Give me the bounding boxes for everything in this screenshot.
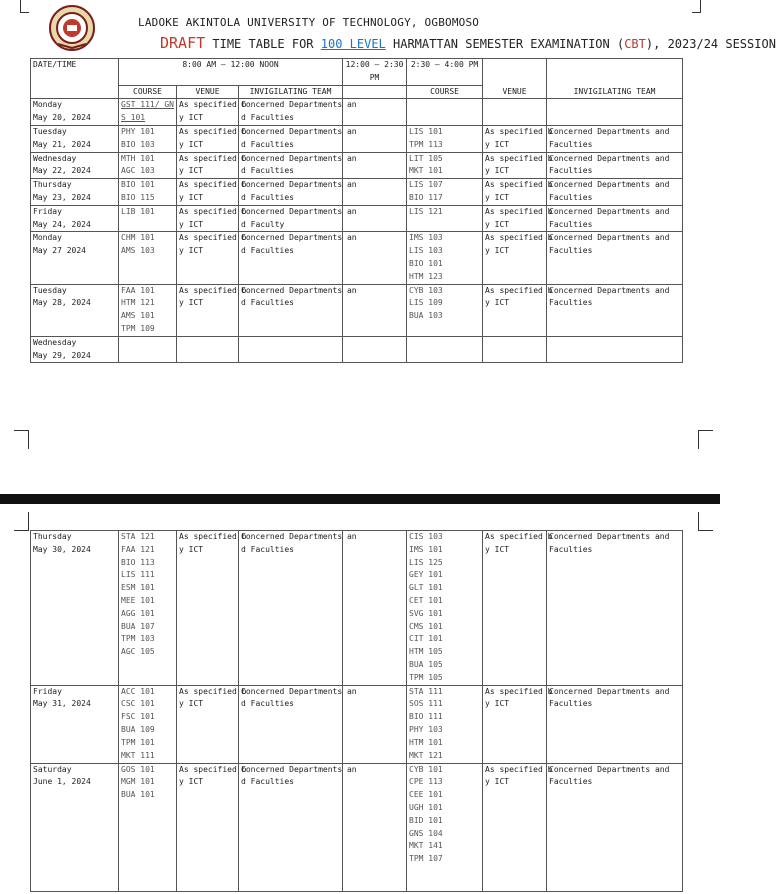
course-code: TPM 103	[121, 634, 155, 644]
cbt-label: CBT	[624, 37, 646, 51]
course-code: BIO 115	[121, 192, 155, 202]
invigilating-team-text: Faculties	[549, 699, 593, 709]
course-code: LIS 125	[409, 557, 443, 567]
venue-text: As specified b	[179, 180, 247, 190]
venue-text: As specified b	[179, 686, 247, 696]
table-row	[31, 531, 683, 686]
crop-mark	[20, 0, 29, 13]
venue-text: y ICT	[179, 219, 204, 229]
course-code: ACC 101	[121, 686, 155, 696]
timetable-page-2	[0, 504, 720, 894]
am-venue-cell	[177, 531, 247, 686]
title-part: ), 2023/24 SESSION	[645, 37, 776, 51]
course-code: TPM 105	[409, 672, 443, 682]
pm-venue-cell	[483, 232, 553, 284]
course-code: PHY 103	[409, 724, 443, 734]
page-title	[160, 34, 776, 52]
venue-text: y ICT	[179, 246, 204, 256]
am-venue-cell	[177, 336, 239, 363]
course-code: LIS 121	[409, 206, 443, 216]
course-code: LIB 101	[121, 206, 155, 216]
invigilating-team-text: d Faculties	[241, 298, 294, 308]
header-morning-slot: 8:00 AM – 12:00 NOON	[119, 59, 343, 86]
venue-text: As specified b	[485, 764, 553, 774]
invigilating-team-text: Concerned Departments and	[549, 180, 670, 190]
course-code: STA 111	[409, 686, 443, 696]
invigilating-team-text: Concerned Departments and	[549, 126, 670, 136]
invigilating-team-text: Concerned Departments and	[549, 233, 670, 243]
timetable-body	[31, 99, 683, 363]
course-code: GLT 101	[409, 583, 443, 593]
course-code: LIS 101	[409, 126, 443, 136]
pm-courses-cell	[407, 125, 483, 152]
course-code: BUA 101	[121, 790, 155, 800]
invigilating-team-text: Concerned Departments and	[549, 532, 670, 541]
am-courses-cell	[119, 205, 177, 232]
invigilating-team-text: d Faculties	[241, 544, 294, 554]
am-team-cell	[239, 99, 357, 126]
invigilating-team-text: Faculties	[549, 246, 593, 256]
course-code: CIT 101	[409, 634, 443, 644]
invigilating-team-text: Faculties	[549, 166, 593, 176]
venue-text: y ICT	[179, 544, 204, 554]
header-invigilating-team: INVIGILATING TEAM	[239, 85, 343, 99]
pm-team-cell	[547, 763, 683, 891]
pm-venue-cell	[483, 152, 553, 179]
course-code: HTM 121	[121, 298, 155, 308]
course-code: AMS 101	[121, 311, 155, 321]
course-code: AGC 105	[121, 647, 155, 657]
date-label: May 20, 2024	[33, 113, 91, 123]
header-invigilating-team: INVIGILATING TEAM	[547, 59, 683, 99]
venue-text: As specified b	[179, 100, 247, 110]
venue-text: As specified b	[485, 686, 553, 696]
date-label: May 22, 2024	[33, 166, 91, 176]
venue-text: As specified b	[179, 126, 247, 136]
course-code: MKT 121	[409, 750, 443, 760]
pm-team-cell	[547, 152, 683, 179]
invigilating-team-text: Faculties	[549, 192, 593, 202]
venue-text: y ICT	[485, 139, 510, 149]
header-midday-slot: 12:00 – 2:30 PM	[343, 59, 407, 86]
invigilating-team-text: Concerned Departments an	[241, 233, 357, 243]
day-label: Wednesday	[33, 337, 77, 347]
header-course: COURSE	[407, 85, 483, 99]
venue-text: As specified b	[179, 233, 247, 243]
course-code: UGH 101	[409, 802, 443, 812]
course-code: BUA 105	[409, 659, 443, 669]
am-team-cell	[239, 205, 357, 232]
course-code: GST 111/ GN	[121, 100, 174, 110]
invigilating-team-text: Concerned Departments an	[241, 532, 357, 541]
venue-text: y ICT	[179, 192, 204, 202]
invigilating-team-text: d Faculties	[241, 699, 294, 709]
pm-courses-cell	[407, 531, 483, 686]
course-code: ESM 101	[121, 583, 155, 593]
page-separator	[0, 494, 720, 504]
am-courses-cell	[119, 179, 177, 206]
venue-text: y ICT	[485, 777, 510, 787]
am-team-cell	[239, 152, 357, 179]
pm-team-cell	[547, 179, 683, 206]
timetable-body	[31, 531, 683, 892]
date-label: June 1, 2024	[33, 777, 91, 787]
invigilating-team-text: d Faculties	[241, 139, 294, 149]
invigilating-team-text: Faculties	[549, 544, 593, 554]
course-code: LIT 105	[409, 153, 443, 163]
timetable-table	[30, 58, 683, 363]
date-cell	[31, 125, 119, 152]
course-code: BIO 111	[409, 712, 443, 722]
invigilating-team-text: Faculties	[549, 298, 593, 308]
date-label: May 31, 2024	[33, 699, 91, 709]
invigilating-team-text: Concerned Departments an	[241, 100, 357, 110]
date-label: May 29, 2024	[33, 350, 91, 360]
pm-venue-cell	[483, 205, 553, 232]
invigilating-team-text: Concerned Departments an	[241, 180, 357, 190]
invigilating-team-text: Concerned Departments and	[549, 153, 670, 163]
venue-text: As specified b	[179, 764, 247, 774]
crop-mark	[14, 512, 29, 531]
am-venue-cell	[177, 284, 247, 336]
date-label: May 24, 2024	[33, 219, 91, 229]
am-venue-cell	[177, 179, 247, 206]
pm-courses-cell	[407, 152, 483, 179]
course-code: FSC 101	[121, 712, 155, 722]
course-code: AGG 101	[121, 608, 155, 618]
course-code: CMS 101	[409, 621, 443, 631]
pm-courses-cell	[407, 232, 483, 284]
pm-courses-cell	[407, 179, 483, 206]
am-courses-cell	[119, 99, 177, 126]
date-cell	[31, 99, 119, 126]
venue-text: y ICT	[179, 139, 204, 149]
venue-text: As specified b	[179, 532, 247, 541]
am-courses-cell	[119, 232, 177, 284]
midday-cell	[343, 763, 407, 891]
course-code: AMS 103	[121, 246, 155, 256]
pm-team-cell	[547, 205, 683, 232]
course-code: TPM 107	[409, 854, 443, 864]
am-courses-cell	[119, 152, 177, 179]
am-team-cell	[239, 179, 357, 206]
pm-courses-cell	[407, 763, 483, 891]
course-code: GNS 104	[409, 828, 443, 838]
course-code: LIS 111	[121, 570, 155, 580]
invigilating-team-text: Concerned Departments an	[241, 686, 357, 696]
invigilating-team-text: Concerned Departments and	[549, 285, 670, 295]
venue-text: y ICT	[179, 699, 204, 709]
day-label: Tuesday	[33, 285, 67, 295]
table-row	[31, 284, 683, 336]
invigilating-team-text: d Faculty	[241, 219, 285, 229]
day-label: Monday	[33, 233, 62, 243]
course-code: GOS 101	[121, 764, 155, 774]
table-row	[31, 205, 683, 232]
venue-text: y ICT	[485, 298, 510, 308]
course-code: CYB 103	[409, 285, 443, 295]
am-courses-cell	[119, 284, 177, 336]
venue-text: As specified b	[485, 233, 553, 243]
venue-text: y ICT	[485, 192, 510, 202]
am-team-cell	[239, 531, 357, 686]
venue-text: As specified b	[485, 126, 553, 136]
invigilating-team-text: d Faculties	[241, 113, 294, 123]
table-row	[31, 152, 683, 179]
am-venue-cell	[177, 763, 247, 891]
date-cell	[31, 205, 119, 232]
am-venue-cell	[177, 205, 247, 232]
midday-cell	[343, 531, 407, 686]
venue-text: As specified b	[179, 285, 247, 295]
venue-text: y ICT	[485, 544, 510, 554]
course-code: TPM 101	[121, 737, 155, 747]
date-label: May 21, 2024	[33, 139, 91, 149]
course-code: FAA 121	[121, 544, 155, 554]
pm-team-cell	[547, 284, 683, 336]
pm-courses-cell	[407, 685, 483, 763]
invigilating-team-text: Faculties	[549, 139, 593, 149]
course-code: TPM 109	[121, 323, 155, 333]
am-venue-cell	[177, 99, 247, 126]
pm-venue-cell	[483, 179, 553, 206]
venue-text: y ICT	[179, 777, 204, 787]
title-part: HARMATTAN SEMESTER EXAMINATION (	[385, 37, 625, 51]
pm-courses-cell	[407, 99, 483, 126]
am-courses-cell	[119, 763, 177, 891]
pm-team-cell	[547, 125, 683, 152]
table-row	[31, 763, 683, 891]
date-label: May 27 2024	[33, 246, 86, 256]
course-code: CEE 101	[409, 790, 443, 800]
am-team-cell	[239, 125, 357, 152]
pm-venue-cell	[483, 99, 547, 126]
level-label: 100 LEVEL	[320, 37, 386, 51]
venue-text: As specified b	[179, 153, 247, 163]
invigilating-team-text: d Faculties	[241, 192, 294, 202]
venue-text: As specified b	[485, 285, 553, 295]
day-label: Thursday	[33, 532, 72, 541]
pm-courses-cell	[407, 284, 483, 336]
invigilating-team-text: d Faculties	[241, 166, 294, 176]
course-code: CHM 101	[121, 233, 155, 243]
course-code: CSC 101	[121, 699, 155, 709]
am-venue-cell	[177, 685, 247, 763]
course-code: IMS 103	[409, 233, 443, 243]
am-courses-cell	[119, 125, 177, 152]
venue-text: y ICT	[179, 298, 204, 308]
crop-mark	[698, 430, 713, 449]
pm-team-cell	[547, 336, 683, 363]
course-code: BIO 113	[121, 557, 155, 567]
course-code: LIS 103	[409, 246, 443, 256]
pm-team-cell	[547, 531, 683, 686]
course-code: SOS 111	[409, 699, 443, 709]
pm-courses-cell	[407, 336, 483, 363]
venue-text: As specified b	[179, 206, 247, 216]
date-label: May 28, 2024	[33, 298, 91, 308]
pm-team-cell	[547, 99, 683, 126]
course-code: MKT 101	[409, 166, 443, 176]
table-row	[31, 125, 683, 152]
venue-text: y ICT	[179, 113, 204, 123]
invigilating-team-text: Concerned Departments an	[241, 153, 357, 163]
midday-cell	[343, 336, 407, 363]
course-code: AGC 103	[121, 166, 155, 176]
invigilating-team-text: Concerned Departments an	[241, 126, 357, 136]
date-cell	[31, 232, 119, 284]
pm-venue-cell	[483, 284, 553, 336]
crop-mark	[14, 430, 29, 449]
pm-venue-cell	[483, 336, 547, 363]
invigilating-team-text: Concerned Departments an	[241, 206, 357, 216]
invigilating-team-text: d Faculties	[241, 777, 294, 787]
header-venue: VENUE	[483, 59, 547, 99]
midday-cell	[343, 685, 407, 763]
date-cell	[31, 685, 119, 763]
table-row	[31, 179, 683, 206]
course-code: CYB 101	[409, 764, 443, 774]
am-venue-cell	[177, 152, 247, 179]
draft-label: DRAFT	[160, 34, 206, 52]
course-code: HTM 123	[409, 271, 443, 281]
course-code: BUA 107	[121, 621, 155, 631]
am-team-cell	[239, 336, 343, 363]
crop-mark	[698, 512, 713, 531]
crop-mark	[692, 0, 701, 13]
venue-text: y ICT	[485, 699, 510, 709]
course-code: MKT 141	[409, 841, 443, 851]
header-course: COURSE	[119, 85, 177, 99]
header-blank	[343, 85, 407, 99]
table-row	[31, 685, 683, 763]
venue-text: y ICT	[179, 166, 204, 176]
day-label: Friday	[33, 686, 62, 696]
invigilating-team-text: Concerned Departments and	[549, 764, 670, 774]
university-name: LADOKE AKINTOLA UNIVERSITY OF TECHNOLOGY, OGBOMOSO	[138, 16, 480, 29]
course-code: BUA 109	[121, 724, 155, 734]
invigilating-team-text: Faculties	[549, 777, 593, 787]
day-label: Monday	[33, 100, 62, 110]
pm-venue-cell	[483, 763, 553, 891]
invigilating-team-text: Concerned Departments an	[241, 285, 357, 295]
course-code: STA 121	[121, 532, 155, 541]
am-courses-cell	[119, 531, 177, 686]
pm-team-cell	[547, 232, 683, 284]
course-code: BIO 117	[409, 192, 443, 202]
invigilating-team-text: Faculties	[549, 219, 593, 229]
pm-venue-cell	[483, 685, 553, 763]
am-courses-cell	[119, 685, 177, 763]
course-code: HTM 101	[409, 737, 443, 747]
course-code: MGM 101	[121, 777, 155, 787]
course-code: CPE 113	[409, 777, 443, 787]
pm-venue-cell	[483, 531, 553, 686]
table-row	[31, 232, 683, 284]
invigilating-team-text: Concerned Departments and	[549, 686, 670, 696]
venue-text: y ICT	[485, 246, 510, 256]
course-code: GEY 101	[409, 570, 443, 580]
course-code: BIO 101	[121, 180, 155, 190]
table-row	[31, 99, 683, 126]
am-team-cell	[239, 232, 357, 284]
course-code: FAA 101	[121, 285, 155, 295]
course-code: SVG 101	[409, 608, 443, 618]
day-label: Tuesday	[33, 126, 67, 136]
am-team-cell	[239, 763, 357, 891]
pm-team-cell	[547, 685, 683, 763]
pm-courses-cell	[407, 205, 483, 232]
am-team-cell	[239, 685, 357, 763]
course-code: IMS 101	[409, 544, 443, 554]
date-cell	[31, 336, 119, 363]
pm-venue-cell	[483, 125, 553, 152]
timetable-table-continued	[30, 530, 683, 892]
course-code: LIS 109	[409, 298, 443, 308]
course-code: BID 101	[409, 815, 443, 825]
invigilating-team-text: Concerned Departments and	[549, 206, 670, 216]
course-code: CIS 103	[409, 532, 443, 541]
course-code: S 101	[121, 113, 146, 123]
date-cell	[31, 179, 119, 206]
title-part: TIME TABLE FOR	[205, 37, 321, 51]
course-code: BIO 103	[121, 139, 155, 149]
header-venue: VENUE	[177, 85, 239, 99]
am-courses-cell	[119, 336, 177, 363]
header-date-time: DATE/TIME	[31, 59, 119, 99]
date-label: May 30, 2024	[33, 544, 91, 554]
course-code: MKT 111	[121, 750, 155, 760]
university-logo-icon	[48, 4, 96, 52]
course-code: MEE 101	[121, 595, 155, 605]
course-code: CET 101	[409, 595, 443, 605]
course-code: LIS 107	[409, 180, 443, 190]
date-cell	[31, 531, 119, 686]
am-team-cell	[239, 284, 357, 336]
venue-text: As specified b	[485, 153, 553, 163]
table-row	[31, 336, 683, 363]
am-venue-cell	[177, 125, 247, 152]
venue-text: As specified b	[485, 532, 553, 541]
venue-text: As specified b	[485, 180, 553, 190]
date-cell	[31, 763, 119, 891]
course-code: BIO 101	[409, 258, 443, 268]
date-cell	[31, 152, 119, 179]
date-cell	[31, 284, 119, 336]
date-label: May 23, 2024	[33, 192, 91, 202]
day-label: Friday	[33, 206, 62, 216]
venue-text: As specified b	[485, 206, 553, 216]
day-label: Thursday	[33, 180, 72, 190]
course-code: MTH 101	[121, 153, 155, 163]
invigilating-team-text: d Faculties	[241, 246, 294, 256]
course-code: PHY 101	[121, 126, 155, 136]
venue-text: y ICT	[485, 219, 510, 229]
am-venue-cell	[177, 232, 247, 284]
day-label: Wednesday	[33, 153, 77, 163]
venue-text: y ICT	[485, 166, 510, 176]
course-code: HTM 105	[409, 647, 443, 657]
invigilating-team-text: Concerned Departments an	[241, 764, 357, 774]
header-afternoon-slot: 2:30 – 4:00 PM	[407, 59, 483, 86]
course-code: TPM 113	[409, 139, 443, 149]
course-code: BUA 103	[409, 311, 443, 321]
day-label: Saturday	[33, 764, 72, 774]
